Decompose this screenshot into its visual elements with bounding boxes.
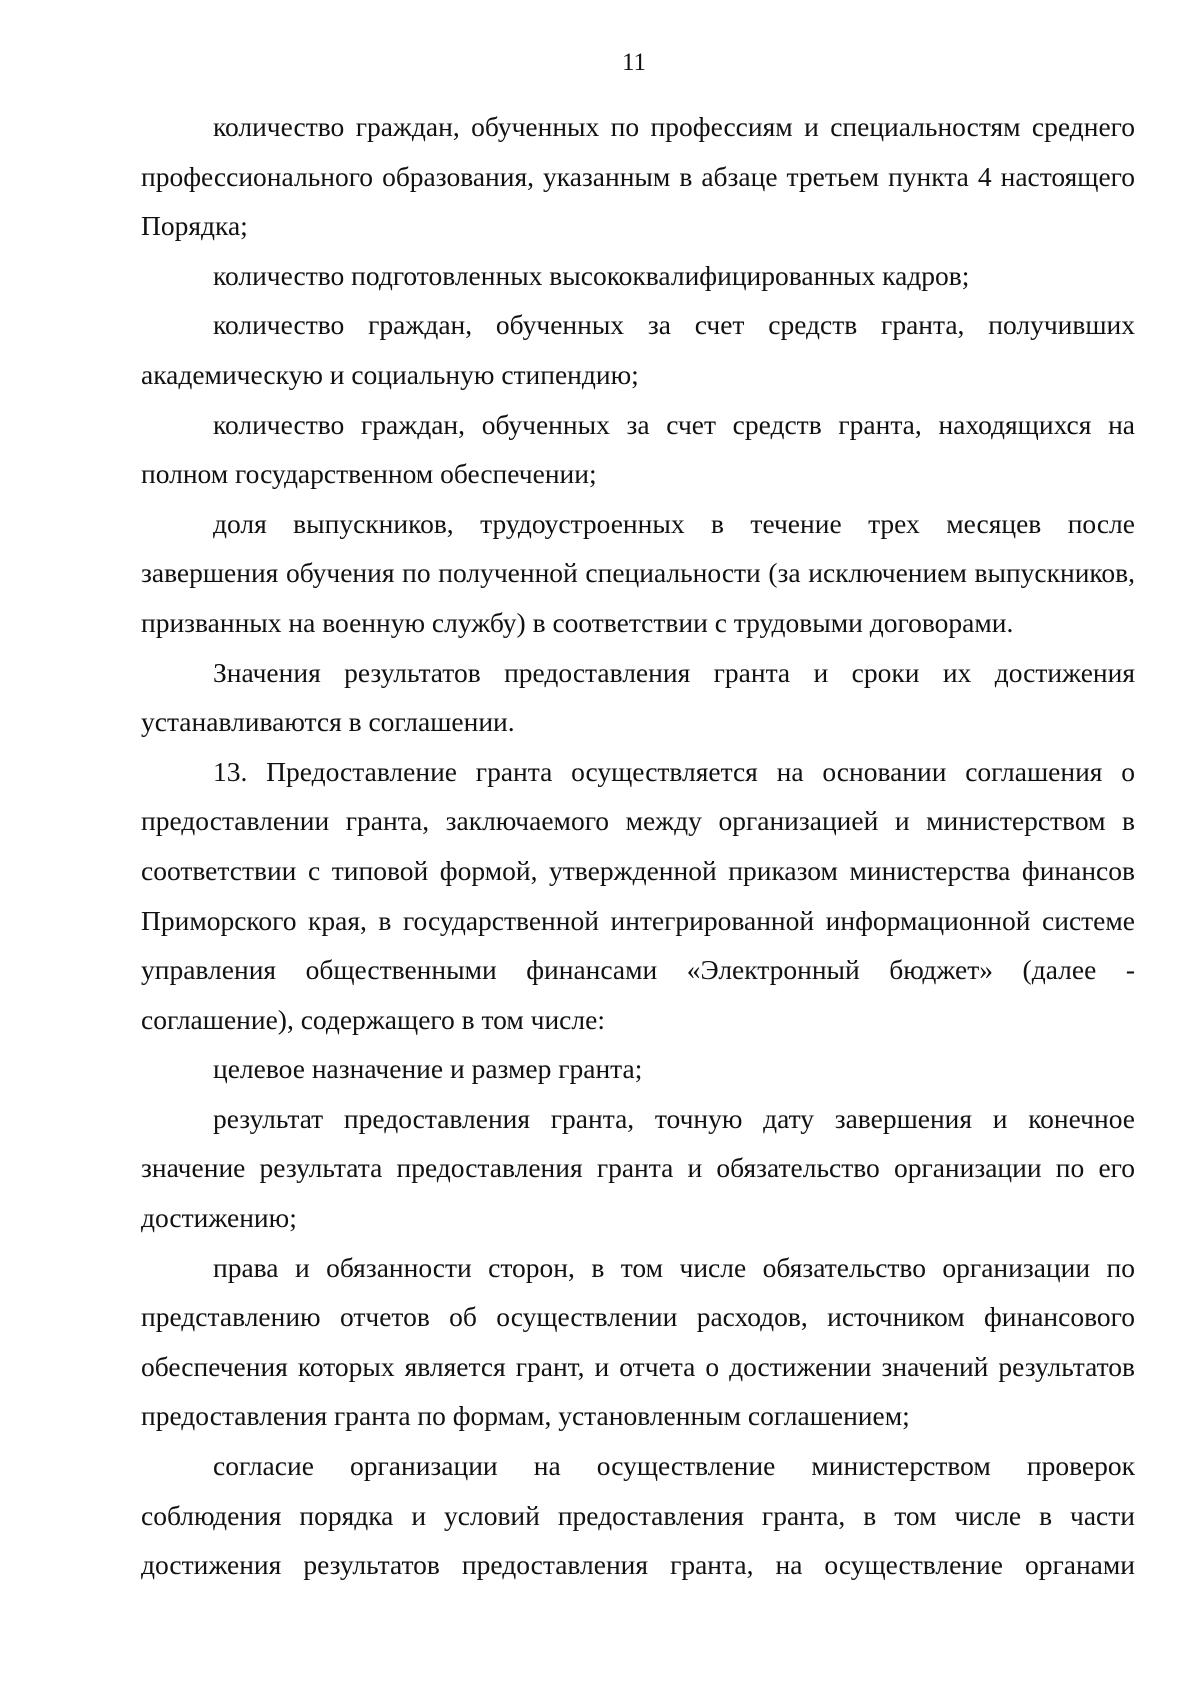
paragraph-employed-graduates: доля выпускников, трудоустроенных в течение трех месяцев после завершения обучения по полученной специальности (за исключением выпускников, призванных на военную службу) в соответствии с трудовыми договорами. bbox=[141, 507, 1135, 638]
document-body bbox=[141, 102, 1135, 1590]
paragraph-clause-13: 13. Предоставление гранта осуществляется на основании соглашения о предоставлении гранта, заключаемого между организацией и министерством в соответствии с типовой формой, утвержденной приказом министерства финансов Приморского края, в государственной интегрированной информационной системе управления общественными финансами «Электронный бюджет» (далее - соглашение), содержащего в том числе: bbox=[141, 755, 1135, 1035]
paragraph-result-values: Значения результатов предоставления гранта и сроки их достижения устанавливаются в соглашении. bbox=[141, 656, 1135, 738]
paragraph-purpose-amount: целевое назначение и размер гранта; bbox=[213, 1053, 643, 1085]
paragraph-state-support: количество граждан, обученных за счет средств гранта, находящихся на полном государственном обеспечении; bbox=[141, 408, 1135, 490]
paragraph-consent-checks: согласие организации на осуществление министерством проверок соблюдения порядка и условий предоставления гранта, в том числе в части достижения результатов предоставления гранта, на осуществление органами bbox=[141, 1450, 1135, 1581]
paragraph-graduates-spo: количество граждан, обученных по профессиям и специальностям среднего профессионального образования, указанным в абзаце третьем пункта 4 настоящего Порядка; bbox=[141, 111, 1135, 242]
page-number: 11 bbox=[621, 49, 647, 76]
paragraph-rights-duties: права и обязанности сторон, в том числе обязательство организации по представлению отчетов об осуществлении расходов, источником финансового обеспечения которых является грант, и отчета о достижении значений результатов предоставления гранта по формам, установленным соглашением; bbox=[141, 1251, 1135, 1432]
paragraph-qualified-staff: количество подготовленных высококвалифицированных кадров; bbox=[213, 259, 970, 291]
paragraph-scholarship: количество граждан, обученных за счет средств гранта, получивших академическую и социальную стипендию; bbox=[141, 309, 1135, 390]
paragraph-grant-result: результат предоставления гранта, точную дату завершения и конечное значение результата предоставления гранта и обязательство организации по его достижению; bbox=[141, 1102, 1135, 1234]
